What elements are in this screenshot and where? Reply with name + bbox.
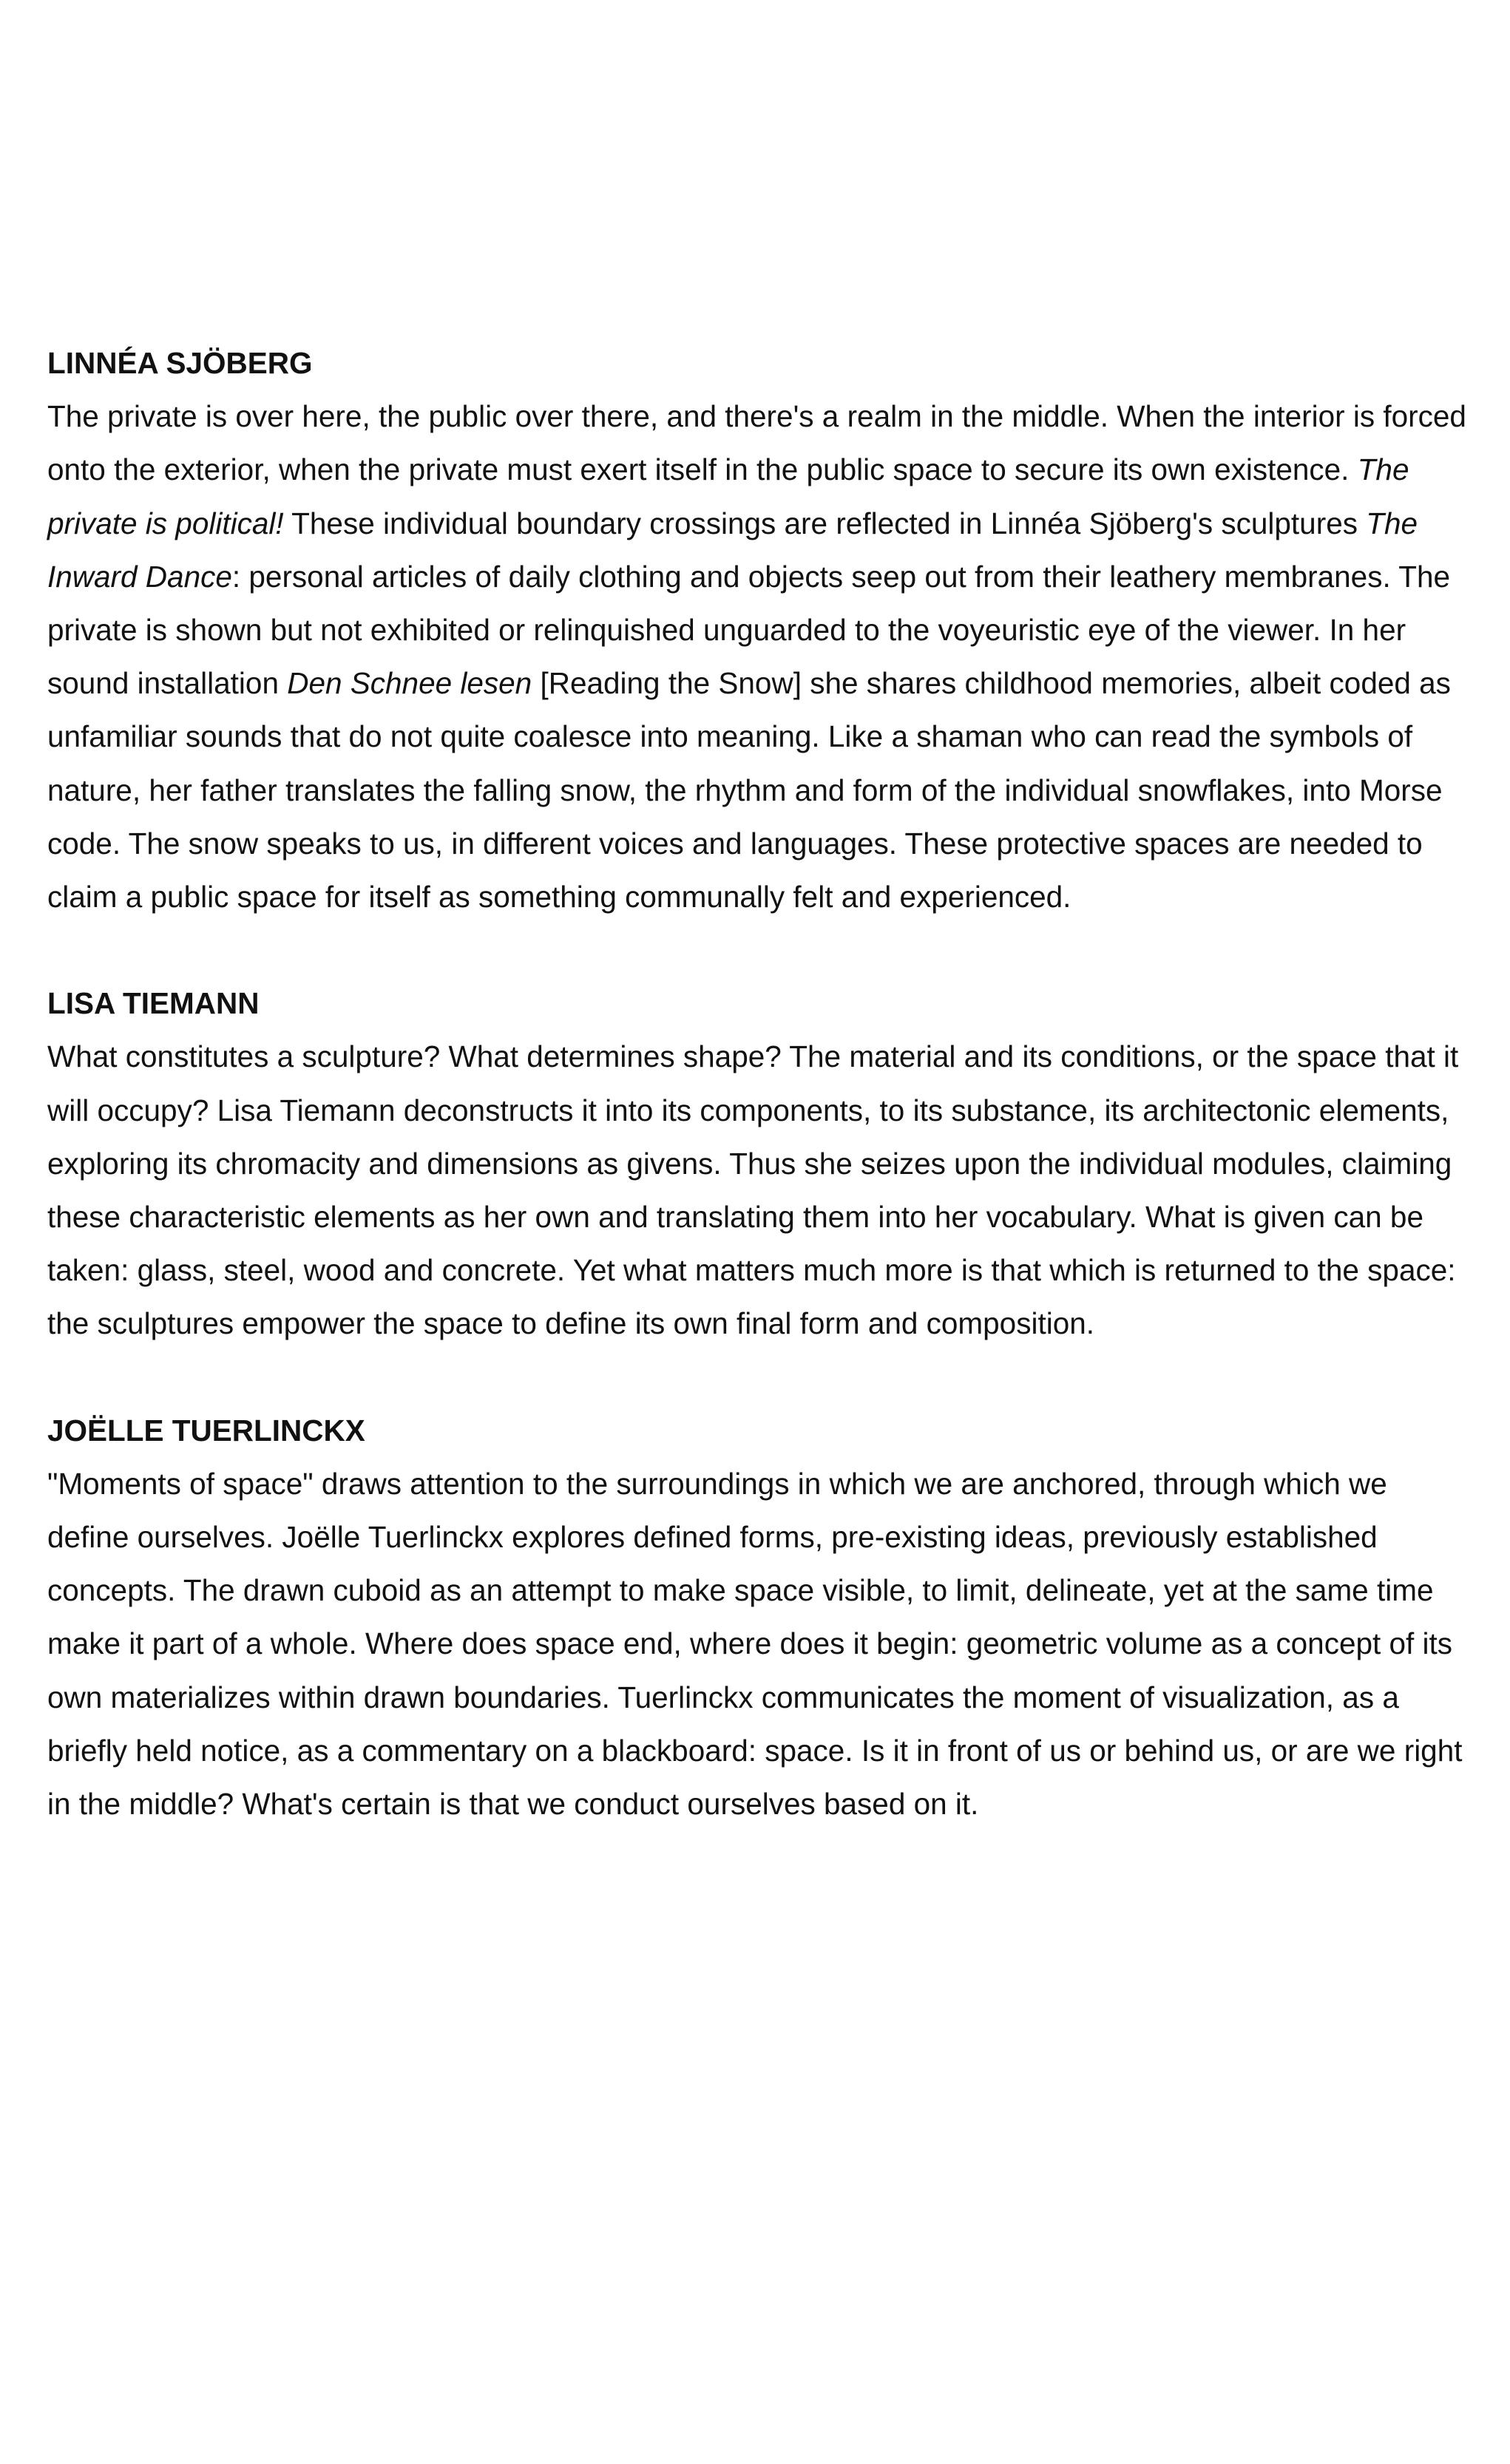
text-run: The private is over here, the public over there, and there's a realm in the middle. When the interior is forced onto the exterior, when the private must exert itself in the public space to secure its own existence. <box>47 399 1466 487</box>
artist-description <box>47 390 1471 923</box>
text-run: : personal articles of daily clothing and objects seep out from their leathery membranes. The private is shown but not exhibited or relinquished unguarded to the voyeuristic eye of the viewer. In her sound installation <box>47 559 1451 701</box>
text-run: [Reading the Snow] she shares childhood memories, albeit coded as unfamiliar sounds that do not quite coalesce into meaning. Like a shaman who can read the symbols of nature, her father translates the falling snow, the rhythm and form of the individual snowflakes, into Morse code. The snow speaks to us, in different voices and languages. These protective spaces are needed to claim a public space for itself as something communally felt and experienced. <box>47 666 1451 914</box>
italic-text-run: Den Schnee lesen <box>287 666 532 701</box>
artist-description <box>47 1457 1471 1830</box>
artist-heading: JOËLLE TUERLINCKX <box>47 1413 365 1447</box>
artist-section-sjoberg <box>47 336 1471 923</box>
artist-description <box>47 1030 1471 1350</box>
artist-section-tuerlinckx <box>47 1404 1471 1831</box>
artist-heading: LISA TIEMANN <box>47 986 260 1021</box>
italic-text-run: The private is political! <box>47 452 1409 540</box>
document-page <box>47 336 1471 1884</box>
text-run: "Moments of space" draws attention to the surroundings in which we are anchored, through which we define ourselves. Joëlle Tuerlinckx explores defined forms, pre-existing ideas, previously established concepts. The drawn cuboid as an attempt to make space visible, to limit, delineate, yet at the same time make it part of a whole. Where does space end, where does it begin: geometric volume as a concept of its own materializes within drawn boundaries. Tuerlinckx communicates the moment of visualization, as a briefly held notice, as a commentary on a blackboard: space. Is it in front of us or behind us, or are we right in the middle? What's certain is that we conduct ourselves based on it. <box>47 1466 1463 1822</box>
italic-text-run: The Inward Dance <box>47 506 1418 594</box>
text-run: These individual boundary crossings are reflected in Linnéa Sjöberg's sculptures <box>283 506 1367 540</box>
artist-heading: LINNÉA SJÖBERG <box>47 346 313 380</box>
text-run: What constitutes a sculpture? What determines shape? The material and its conditions, or the space that it will occupy? Lisa Tiemann deconstructs it into its components, to its substance, its architectonic elements, exploring its chromacity and dimensions as givens. Thus she seizes upon the individual modules, claiming these characteristic elements as her own and translating them into her vocabulary. What is given can be taken: glass, steel, wood and concrete. Yet what matters much more is that which is returned to the space: the sculptures empower the space to define its own final form and composition. <box>47 1039 1459 1341</box>
artist-section-tiemann <box>47 977 1471 1350</box>
